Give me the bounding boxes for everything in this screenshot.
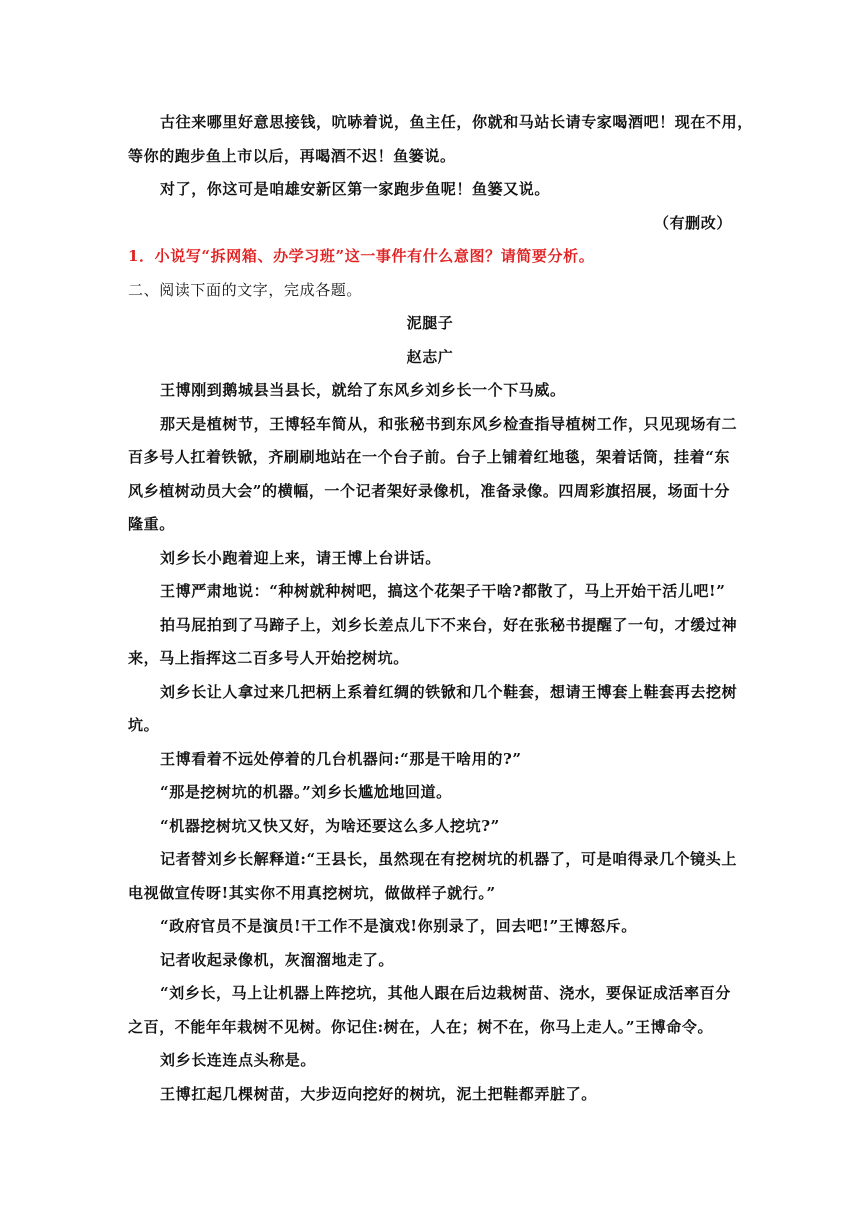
- edit-note: （有删改）: [653, 213, 732, 232]
- paragraph-line: “刘乡长，马上让机器上阵挖坑，其他人跟在后边栽树苗、浇水，要保证成活率百分: [160, 984, 731, 1002]
- story-title: 泥腿子: [406, 314, 454, 332]
- paragraph-line: “机器挖树坑又快又好，为啥还要这么多人挖坑?”: [160, 816, 500, 835]
- paragraph-line: “那是挖树坑的机器。”刘乡长尴尬地回道。: [160, 783, 452, 801]
- paragraph-line: 王博严肃地说：“种树就种树吧，搞这个花架子干啥?都散了，马上开始干活儿吧!”: [160, 582, 726, 600]
- paragraph-line: 百多号人扛着铁锨，齐刷刷地站在一个台子前。台子上铺着红地毯，架着话筒，挂着“东: [128, 448, 731, 466]
- paragraph-line: 古往来哪里好意思接钱，吭哧着说，鱼主任，你就和马站长请专家喝酒吧！现在不用，: [160, 113, 753, 131]
- paragraph-line: 隆重。: [128, 515, 175, 533]
- paragraph-line: 坑。: [128, 716, 160, 734]
- paragraph-line: 之百，不能年年栽树不见树。你记住:树在，人在；树不在，你马上走人。”王博命令。: [128, 1017, 714, 1036]
- paragraph-line: 刘乡长小跑着迎上来，请王博上台讲话。: [160, 548, 441, 567]
- section-heading: 二、阅读下面的文字，完成各题。: [128, 280, 363, 299]
- paragraph-line: 那天是植树节，王博轻车简从，和张秘书到东风乡检查指导植树工作，只见现场有二: [160, 414, 738, 433]
- paragraph-line: 王博刚到鹅城县当县长，就给了东风乡刘乡长一个下马威。: [160, 381, 566, 399]
- question-1: 1．小说写“拆网箱、办学习班”这一事件有什么意图？请简要分析。: [128, 247, 595, 265]
- paragraph-line: “政府官员不是演员!干工作不是演戏!你别录了，回去吧!”王博怒斥。: [160, 917, 637, 935]
- paragraph-line: 刘乡长连连点头称是。: [160, 1051, 317, 1069]
- story-author: 赵志广: [406, 347, 454, 366]
- paragraph-line: 电视做宣传呀!其实你不用真挖树坑，做做样子就行。”: [128, 883, 496, 902]
- paragraph-line: 记者收起录像机，灰溜溜地走了。: [160, 950, 395, 969]
- paragraph-line: 王博看着不远处停着的几台机器问:“那是干啥用的?”: [160, 749, 522, 768]
- paragraph-line: 记者替刘乡长解释道:“王县长，虽然现在有挖树坑的机器了，可是咱得录几个镜头上: [160, 850, 737, 868]
- paragraph-line: 刘乡长让人拿过来几把柄上系着红绸的铁锨和几个鞋套，想请王博套上鞋套再去挖树: [160, 682, 738, 701]
- paragraph-line: 对了，你这可是咱雄安新区第一家跑步鱼呢！鱼篓又说。: [160, 180, 551, 198]
- paragraph-line: 拍马屁拍到了马蹄子上，刘乡长差点儿下不来台，好在张秘书提醒了一句，才缓过神: [160, 615, 738, 634]
- paragraph-line: 风乡植树动员大会”的横幅，一个记者架好录像机，准备录像。四周彩旗招展，场面十分: [128, 481, 731, 500]
- paragraph-line: 王博扛起几棵树苗，大步迈向挖好的树坑，泥土把鞋都弄脏了。: [160, 1084, 597, 1103]
- paragraph-line: 等你的跑步鱼上市以后，再喝酒不迟！鱼篓说。: [128, 146, 456, 165]
- paragraph-line: 来，马上指挥这二百多号人开始挖树坑。: [128, 649, 409, 667]
